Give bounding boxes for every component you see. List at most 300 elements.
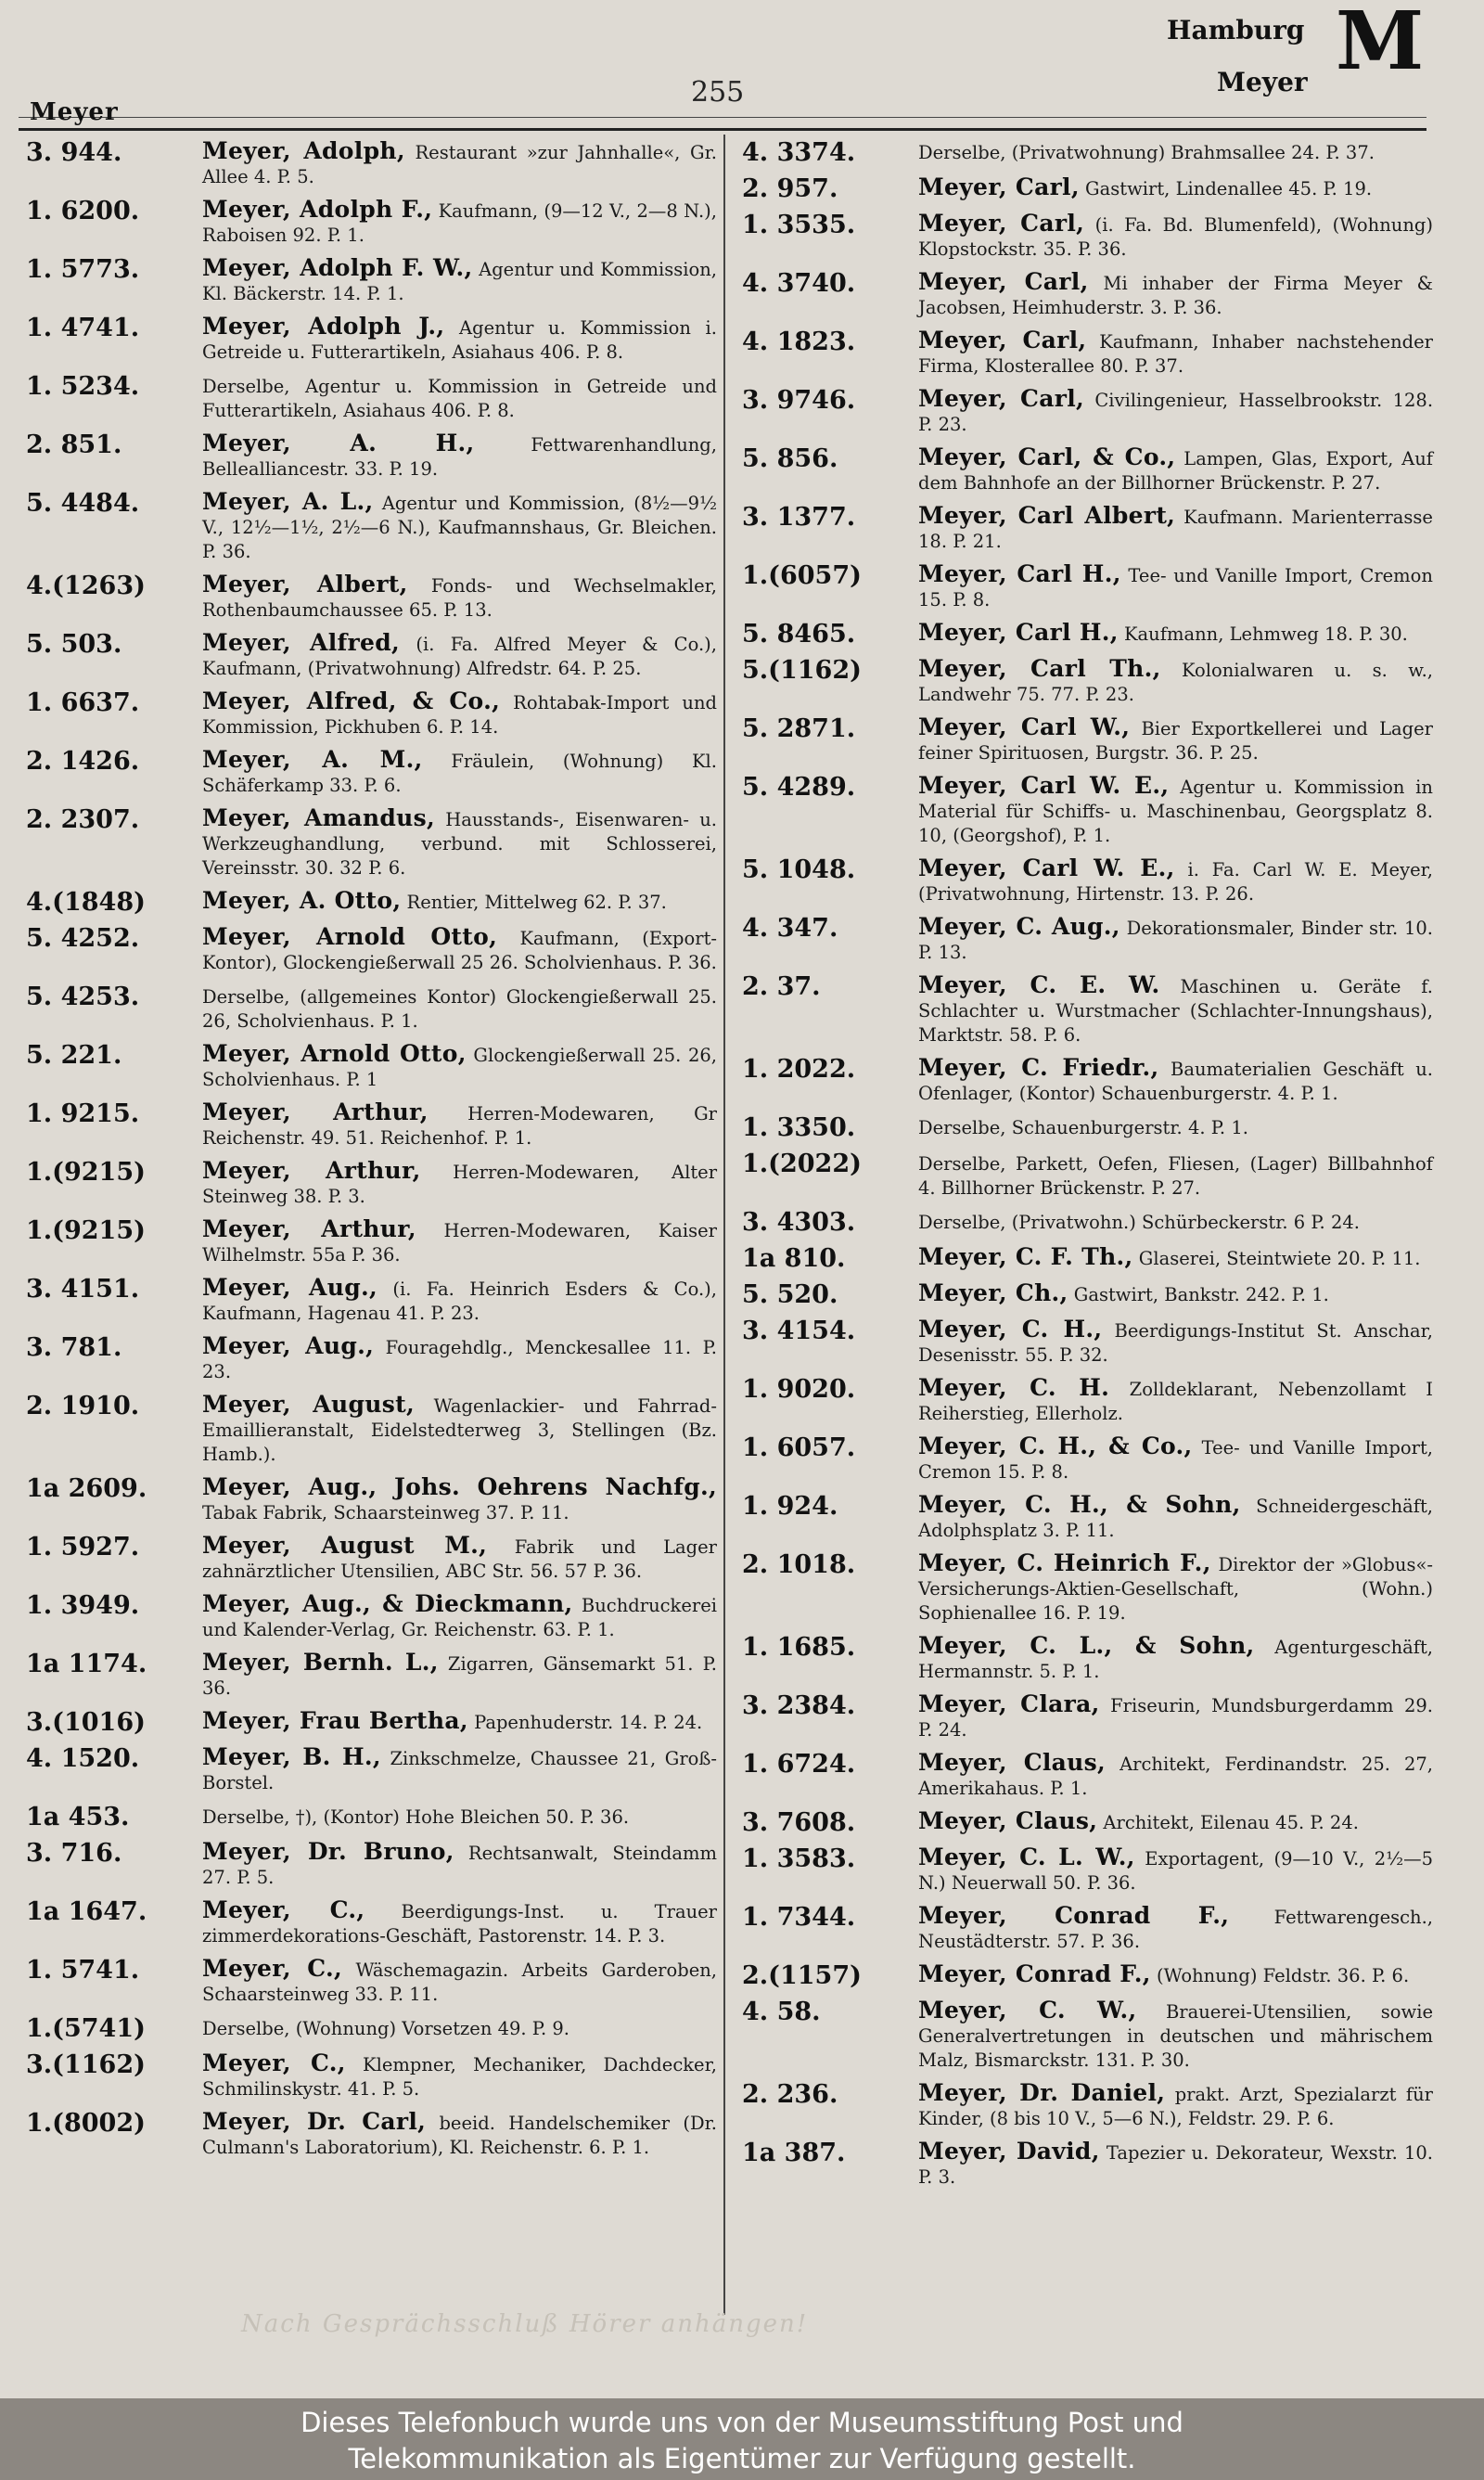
subscriber-name: Meyer, Aug., Johs. Oehrens Nachfg.,: [202, 1473, 717, 1500]
phone-number: 5. 1048.: [742, 855, 856, 884]
phone-number: 5. 4484.: [26, 489, 140, 518]
phone-number: 1. 9020.: [742, 1375, 856, 1404]
directory-entry: [26, 925, 717, 975]
subscriber-name: Meyer, Carl W. E.,: [918, 855, 1175, 881]
entry-text: [918, 1751, 1433, 1801]
directory-entry: [742, 504, 1433, 554]
phone-number: 1.(5741): [26, 2014, 146, 2043]
subscriber-name: Meyer, C. H., & Sohn,: [918, 1491, 1241, 1518]
subscriber-name: Meyer, Carl,: [918, 173, 1080, 200]
running-head-left: Meyer: [30, 98, 119, 126]
directory-entry: [26, 2110, 717, 2160]
entry-details: Wäschemagazin. Arbeits Garderoben, Schaarsteinweg 33. P. 11.: [202, 1960, 717, 2005]
subscriber-name: Meyer, Carl Albert,: [918, 502, 1176, 529]
phone-number: 1. 3535.: [742, 211, 856, 239]
entry-text: [918, 1551, 1433, 1625]
entry-details: Agentur und Kommission, (8½—9½ V., 12½—1½, 2½—6 N.), Kaufmannshaus, Gr. Bleichen. P. 36.: [202, 493, 717, 562]
entry-details: i. Fa. Carl W. E. Meyer, (Privatwohnung, Hirtenstr. 13. P. 26.: [918, 859, 1433, 905]
directory-entry: [742, 1551, 1433, 1625]
phone-number: 5. 221.: [26, 1041, 122, 1070]
directory-entry: [26, 806, 717, 880]
subscriber-name: Meyer, Conrad F.,: [918, 1902, 1230, 1929]
entry-details: Tapezier u. Dekorateur, Wexstr. 10. P. 3.: [918, 2142, 1434, 2188]
entry-details: Derselbe, Schauenburgerstr. 4. P. 1.: [918, 1117, 1248, 1138]
subscriber-name: Meyer, Arnold Otto,: [202, 923, 498, 950]
entry-text: [918, 621, 1433, 647]
directory-entry: [26, 1957, 717, 2007]
left-column: [26, 139, 717, 2168]
entry-details: Fettwarenhandlung, Bellealliancestr. 33. P. 19.: [202, 434, 717, 480]
entry-details: Beerdigungs-Institut St. Anschar, Desenisstr. 55. P. 32.: [918, 1320, 1433, 1366]
entry-text: [202, 925, 717, 975]
subscriber-name: Meyer, B. H.,: [202, 1743, 381, 1770]
entry-details: Rohtabak-Import und Kommission, Pickhuben 6. P. 14.: [202, 692, 717, 738]
directory-entry: [742, 1376, 1433, 1426]
phone-number: 1.(8002): [26, 2109, 146, 2138]
entry-details: Kolonialwaren u. s. w., Landwehr 75. 77. P. 23.: [918, 660, 1434, 705]
subscriber-name: Meyer, C.,: [202, 1955, 342, 1982]
subscriber-name: Meyer, C. L. W.,: [918, 1844, 1135, 1870]
entry-text: [202, 2110, 717, 2160]
entry-text: [202, 1334, 717, 1384]
phone-number: 2. 2307.: [26, 805, 140, 834]
directory-entry: [26, 748, 717, 798]
directory-entry: [742, 1751, 1433, 1801]
phone-number: 3. 9746.: [742, 386, 856, 415]
entry-details: Kaufmann, (Export-Kontor), Glockengießerwall 25 26. Scholvienhaus. P. 36.: [202, 928, 717, 973]
entry-details: Baumaterialien Geschäft u. Ofenlager, (Kontor) Schauenburgerstr. 4. P. 1.: [918, 1059, 1434, 1104]
phone-number: 5. 4252.: [26, 924, 140, 953]
entry-details: Exportagent, (9—10 V., 2½—5 N.) Neuerwall 50. P. 36.: [918, 1848, 1434, 1894]
phone-number: 1. 1685.: [742, 1633, 856, 1662]
entry-details: Dekorationsmaler, Binder str. 10. P. 13.: [918, 918, 1433, 963]
phone-number: 1. 2022.: [742, 1055, 856, 1084]
directory-entry: [26, 198, 717, 248]
entry-details: Architekt, Eilenau 45. P. 24.: [1103, 1812, 1359, 1833]
entry-text: [202, 139, 717, 189]
entry-details: Friseurin, Mundsburgerdamm 29. P. 24.: [918, 1695, 1434, 1741]
entry-details: prakt. Arzt, Spezialarzt für Kinder, (8 bis 10 V., 5—6 N.), Feldstr. 29. P. 6.: [918, 2084, 1433, 2129]
phone-number: 3. 4154.: [742, 1317, 856, 1345]
entry-details: Tabak Fabrik, Schaarsteinweg 37. P. 11.: [202, 1502, 569, 1523]
subscriber-name: Meyer, Adolph J.,: [202, 313, 445, 340]
phone-number: 1.(2022): [742, 1150, 862, 1178]
directory-entry: [742, 328, 1433, 379]
subscriber-name: Meyer, Frau Bertha,: [202, 1707, 468, 1734]
entry-details: Fabrik und Lager zahnärztlicher Utensilien, ABC Str. 56. 57 P. 36.: [202, 1536, 718, 1582]
phone-number: 3. 7608.: [742, 1808, 856, 1837]
phone-number: 2. 37.: [742, 972, 821, 1001]
phone-number: 4. 347.: [742, 914, 838, 943]
phone-number: 5. 2871.: [742, 714, 856, 743]
directory-entry: [742, 175, 1433, 203]
entry-text: [918, 657, 1433, 707]
subscriber-name: Meyer, Carl,: [918, 385, 1085, 412]
entry-text: [202, 490, 717, 564]
directory-entry: [26, 1276, 717, 1326]
phone-number: 1.(9215): [26, 1216, 146, 1245]
subscriber-name: Meyer, Carl W.,: [918, 713, 1131, 740]
subscriber-name: Meyer, Arthur,: [202, 1099, 429, 1125]
entry-details: Rentier, Mittelweg 62. P. 37.: [406, 892, 667, 913]
entry-text: [202, 1651, 717, 1701]
phone-number: 3. 781.: [26, 1333, 122, 1362]
entry-text: [918, 856, 1433, 906]
subscriber-name: Meyer, Arnold Otto,: [202, 1040, 467, 1067]
entry-text: [202, 1804, 717, 1830]
subscriber-name: Meyer, C. W.,: [918, 1997, 1137, 2024]
entry-text: [918, 1056, 1433, 1106]
entry-text: [202, 1957, 717, 2007]
entry-text: [202, 1042, 717, 1092]
subscriber-name: Meyer, Aug.,: [202, 1274, 378, 1301]
directory-entry: [26, 1709, 717, 1737]
entry-details: Kaufmann, Inhaber nachstehender Firma, Klosterallee 80. P. 37.: [918, 331, 1433, 377]
phone-number: 4. 1823.: [742, 328, 856, 356]
entry-text: [918, 1150, 1433, 1201]
phone-number: 2. 957.: [742, 174, 838, 203]
entry-details: Kaufmann, Lehmweg 18. P. 30.: [1123, 623, 1408, 645]
directory-entry: [742, 2081, 1433, 2131]
directory-entry: [742, 1056, 1433, 1106]
entry-text: [202, 689, 717, 739]
subscriber-name: Meyer, Dr. Daniel,: [918, 2079, 1166, 2106]
subscriber-name: Meyer, Alfred,: [202, 629, 401, 656]
subscriber-name: Meyer, C. H., & Co.,: [918, 1433, 1193, 1459]
entry-details: Derselbe, (allgemeines Kontor) Glockengießerwall 25. 26, Scholvienhaus. P. 1.: [202, 986, 717, 1032]
entry-text: [918, 1317, 1433, 1368]
phone-number: 3. 1377.: [742, 503, 856, 532]
entry-text: [202, 1745, 717, 1795]
phone-number: 5. 4289.: [742, 773, 856, 802]
subscriber-name: Meyer, Carl H.,: [918, 619, 1119, 646]
directory-entry: [26, 315, 717, 365]
entry-details: Herren-Modewaren, Alter Steinweg 38. P. 3.: [202, 1162, 718, 1207]
phone-number: 2. 1910.: [26, 1392, 140, 1420]
entry-details: Direktor der »Globus«-Versicherungs-Aktien-Gesellschaft, (Wohn.) Sophienallee 16. P. 19.: [918, 1554, 1433, 1624]
directory-entry: [26, 2015, 717, 2043]
section-letter: M: [1336, 0, 1425, 88]
footer-line-2: Telekommunikation als Eigentümer zur Verfügung gestellt.: [348, 2443, 1136, 2474]
entry-details: Glaserei, Steintwiete 20. P. 11.: [1138, 1248, 1421, 1269]
entry-details: Brauerei-Utensilien, sowie Generalvertretungen in deutschen und mährischem Malz, Bismarckstr. 131. P. 30.: [918, 2001, 1433, 2071]
directory-entry: [26, 631, 717, 681]
subscriber-name: Meyer, A. H.,: [202, 430, 475, 456]
phone-number: 3. 944.: [26, 138, 122, 167]
entry-details: Architekt, Ferdinandstr. 25. 27, Amerikahaus. P. 1.: [918, 1754, 1434, 1799]
directory-entry: [26, 1651, 717, 1701]
phone-number: 5. 8465.: [742, 620, 856, 649]
directory-entry: [26, 1898, 717, 1948]
entry-text: [918, 1434, 1433, 1484]
entry-details: Kaufmann. Marienterrasse 18. P. 21.: [918, 507, 1433, 552]
entry-details: Bier Exportkellerei und Lager feiner Spirituosen, Burgstr. 36. P. 25.: [918, 718, 1433, 764]
entry-text: [918, 1245, 1433, 1271]
directory-entry: [26, 1217, 717, 1267]
phone-number: 1. 3949.: [26, 1591, 140, 1620]
directory-entry: [26, 1804, 717, 1831]
subscriber-name: Meyer, Carl,: [918, 327, 1087, 353]
phone-number: 1. 4741.: [26, 314, 140, 342]
entry-text: [918, 2081, 1433, 2131]
entry-details: Derselbe, Parkett, Oefen, Fliesen, (Lager) Billbahnhof 4. Billhorner Brückenstr. P. 27.: [918, 1153, 1433, 1199]
subscriber-name: Meyer, Clara,: [918, 1690, 1100, 1717]
running-head-right: Meyer: [1217, 67, 1308, 97]
phone-number: 5.(1162): [742, 656, 862, 685]
phone-number: 1a 387.: [742, 2139, 846, 2167]
entry-details: Papenhuderstr. 14. P. 24.: [474, 1712, 703, 1733]
entry-details: Derselbe, †), (Kontor) Hohe Bleichen 50. P. 36.: [202, 1806, 630, 1828]
subscriber-name: Meyer, C. F. Th.,: [918, 1243, 1133, 1270]
directory-entry: [742, 1209, 1433, 1237]
entry-details: (Wohnung) Feldstr. 36. P. 6.: [1157, 1965, 1410, 1986]
phone-number: 1. 924.: [742, 1492, 838, 1521]
entry-text: [202, 1592, 717, 1642]
entry-text: [918, 504, 1433, 554]
directory-entry: [26, 1475, 717, 1525]
directory-entry: [26, 1042, 717, 1092]
entry-details: Gastwirt, Bankstr. 242. P. 1.: [1073, 1284, 1329, 1305]
entry-details: Agenturgeschäft, Hermannstr. 5. P. 1.: [918, 1637, 1434, 1682]
directory-entry: [26, 373, 717, 423]
entry-details: Kaufmann, (9—12 V., 2—8 N.), Raboisen 92. P. 1.: [202, 200, 717, 246]
phone-number: 5. 503.: [26, 630, 122, 659]
entry-text: [918, 445, 1433, 495]
entry-text: [918, 1634, 1433, 1684]
phone-number: 1.(9215): [26, 1158, 146, 1187]
page-header: [0, 0, 1484, 130]
entry-details: Derselbe, (Privatwohn.) Schürbeckerstr. 6 P. 24.: [918, 1212, 1360, 1233]
entry-details: Derselbe, (Wohnung) Vorsetzen 49. P. 9.: [202, 2018, 569, 2039]
subscriber-name: Meyer, Carl Th.,: [918, 655, 1161, 682]
subscriber-name: Meyer, Aug.,: [202, 1332, 375, 1359]
directory-entry: [742, 387, 1433, 437]
directory-entry: [742, 1634, 1433, 1684]
directory-entry: [742, 1845, 1433, 1895]
header-thin-rule: [19, 117, 1426, 118]
entry-text: [202, 2051, 717, 2101]
entry-details: Restaurant »zur Jahnhalle«, Gr. Allee 4. P. 5.: [202, 142, 717, 187]
directory-entry: [26, 689, 717, 739]
subscriber-name: Meyer, Conrad F.,: [918, 1960, 1151, 1987]
subscriber-name: Meyer, Arthur,: [202, 1215, 416, 1242]
phone-number: 1. 6057.: [742, 1433, 856, 1462]
subscriber-name: Meyer, August,: [202, 1391, 415, 1418]
subscriber-name: Meyer, C. Friedr.,: [918, 1054, 1159, 1081]
entry-details: Fouragehdlg., Menckesallee 11. P. 23.: [202, 1337, 717, 1382]
entry-details: Tee- und Vanille Import, Cremon 15. P. 8.: [918, 565, 1433, 610]
entry-text: [918, 2139, 1433, 2190]
entry-details: Derselbe, Agentur u. Kommission in Getreide und Futterartikeln, Asiahaus 406. P. 8.: [202, 376, 717, 421]
phone-number: 5. 4253.: [26, 983, 140, 1011]
entry-text: [918, 328, 1433, 379]
entry-text: [202, 373, 717, 423]
directory-entry: [742, 657, 1433, 707]
subscriber-name: Meyer, C. H.,: [918, 1316, 1103, 1343]
phone-number: 3. 716.: [26, 1839, 122, 1868]
directory-entry: [26, 1840, 717, 1890]
phone-number: 5. 520.: [742, 1280, 838, 1309]
entry-text: [918, 387, 1433, 437]
entry-details: Tee- und Vanille Import, Cremon 15. P. 8.: [918, 1437, 1433, 1483]
entry-text: [202, 1475, 717, 1525]
entry-details: Agentur u. Kommission in Material für Schiffs- u. Maschinenbau, Georgsplatz 8. 10, (Georgshof), P. 1.: [918, 777, 1433, 846]
phone-number: 1a 1647.: [26, 1897, 147, 1926]
directory-entry: [26, 1534, 717, 1584]
entry-text: [918, 1493, 1433, 1543]
phone-number: 4.(1848): [26, 888, 146, 917]
phone-number: 1. 6724.: [742, 1750, 856, 1779]
entry-details: Fettwarengesch., Neustädterstr. 57. P. 36.: [918, 1907, 1433, 1952]
entry-text: [918, 1845, 1433, 1895]
entry-details: Buchdruckerei und Kalender-Verlag, Gr. Reichenstr. 63. P. 1.: [202, 1595, 717, 1640]
phone-number: 3.(1016): [26, 1708, 146, 1737]
phone-number: 1a 453.: [26, 1803, 130, 1831]
phone-number: 4. 58.: [742, 1998, 821, 2026]
entry-text: [202, 315, 717, 365]
entry-text: [918, 1904, 1433, 1954]
subscriber-name: Meyer, A. M.,: [202, 746, 423, 773]
directory-entry: [26, 1100, 717, 1150]
directory-entry: [742, 1962, 1433, 1990]
subscriber-name: Meyer, Amandus,: [202, 804, 436, 831]
subscriber-name: Meyer, C. L., & Sohn,: [918, 1632, 1255, 1659]
phone-number: 3. 4303.: [742, 1208, 856, 1237]
entry-text: [202, 1534, 717, 1584]
directory-entry: [26, 2051, 717, 2101]
entry-details: Zinkschmelze, Chaussee 21, Groß-Borstel.: [202, 1748, 717, 1793]
directory-entry: [26, 490, 717, 564]
entry-text: [202, 631, 717, 681]
phone-number: 3. 2384.: [742, 1691, 856, 1720]
entry-text: [918, 270, 1433, 320]
entry-text: [918, 1114, 1433, 1140]
entry-text: [202, 431, 717, 482]
entry-details: (i. Fa. Bd. Blumenfeld), (Wohnung) Klopstockstr. 35. P. 36.: [918, 214, 1433, 260]
subscriber-name: Meyer, A. Otto,: [202, 887, 402, 914]
column-divider: [723, 135, 725, 2315]
entry-text: [918, 1281, 1433, 1307]
directory-entry: [742, 774, 1433, 848]
entry-details: (i. Fa. Heinrich Esders & Co.), Kaufmann, Hagenau 41. P. 23.: [202, 1279, 717, 1324]
subscriber-name: Meyer, David,: [918, 2138, 1100, 2165]
subscriber-name: Meyer, Ch.,: [918, 1279, 1068, 1306]
entry-text: [918, 774, 1433, 848]
subscriber-name: Meyer, Claus,: [918, 1749, 1107, 1776]
entry-text: [918, 1809, 1433, 1835]
entry-text: [202, 748, 717, 798]
entry-text: [202, 1393, 717, 1467]
phone-number: 1. 7344.: [742, 1903, 856, 1932]
entry-text: [918, 212, 1433, 262]
entry-details: Schneidergeschäft, Adolphsplatz 3. P. 11.: [918, 1496, 1433, 1541]
entry-details: Fonds- und Wechselmakler, Rothenbaumchaussee 65. P. 13.: [202, 575, 717, 621]
subscriber-name: Meyer, Carl,: [918, 210, 1085, 237]
directory-entry: [742, 1434, 1433, 1484]
entry-text: [202, 889, 717, 915]
entry-details: Agentur u. Kommission i. Getreide u. Futterartikeln, Asiahaus 406. P. 8.: [202, 317, 717, 363]
directory-entry: [26, 983, 717, 1034]
subscriber-name: Meyer, C. E. W.: [918, 971, 1160, 998]
page-number: 255: [691, 76, 745, 109]
header-rule: [19, 128, 1426, 131]
phone-number: 5. 856.: [742, 444, 838, 473]
phone-number: 1. 9215.: [26, 1099, 140, 1128]
entry-text: [202, 1100, 717, 1150]
entry-details: Beerdigungs-Inst. u. Trauer zimmerdekorations-Geschäft, Pastorenstr. 14. P. 3.: [202, 1901, 717, 1947]
subscriber-name: Meyer, C. Aug.,: [918, 913, 1120, 940]
phone-number: 1.(6057): [742, 561, 862, 590]
entry-details: Klempner, Mechaniker, Dachdecker, Schmilinskystr. 41. P. 5.: [202, 2054, 717, 2100]
entry-details: beeid. Handelschemiker (Dr. Culmann's Laboratorium), Kl. Reichenstr. 6. P. 1.: [202, 2113, 717, 2158]
phone-number: 1. 6637.: [26, 688, 140, 717]
entry-text: [202, 572, 717, 623]
subscriber-name: Meyer, August M.,: [202, 1532, 488, 1559]
entry-details: Mi inhaber der Firma Meyer & Jacobsen, Heimhuderstr. 3. P. 36.: [918, 273, 1433, 318]
directory-entry: [742, 915, 1433, 965]
phone-number: 4. 3740.: [742, 269, 856, 298]
phone-number: 1. 3583.: [742, 1844, 856, 1873]
entry-text: [918, 1962, 1433, 1988]
entry-text: [202, 1709, 717, 1735]
subscriber-name: Meyer, Aug., & Dieckmann,: [202, 1590, 573, 1617]
entry-text: [202, 198, 717, 248]
phone-number: 4.(1263): [26, 572, 146, 600]
entry-details: Agentur und Kommission, Kl. Bäckerstr. 14. P. 1.: [202, 259, 717, 304]
directory-entry: [26, 256, 717, 306]
phone-number: 1. 3350.: [742, 1113, 856, 1142]
directory-entry: [26, 431, 717, 482]
subscriber-name: Meyer, Dr. Carl,: [202, 2108, 427, 2135]
running-head-city: Hamburg: [1167, 15, 1305, 45]
entry-details: Fräulein, (Wohnung) Kl. Schäferkamp 33. P. 6.: [202, 751, 717, 796]
directory-entry: [742, 212, 1433, 262]
phone-number: 1a 1174.: [26, 1650, 147, 1678]
phone-number: 4. 3374.: [742, 138, 856, 167]
entry-details: Derselbe, (Privatwohnung) Brahmsallee 24. P. 37.: [918, 142, 1375, 163]
directory-entry: [26, 1334, 717, 1384]
entry-text: [918, 1376, 1433, 1426]
entry-text: [202, 1276, 717, 1326]
entry-text: [918, 973, 1433, 1047]
directory-entry: [26, 889, 717, 917]
entry-details: Glockengießerwall 25. 26, Scholvienhaus. P. 1: [202, 1045, 718, 1090]
subscriber-name: Meyer, C.,: [202, 1896, 365, 1923]
entry-text: [918, 915, 1433, 965]
entry-details: Maschinen u. Geräte f. Schlachter u. Wurstmacher (Schlachter-Innungshaus), Marktstr. 58. P. 6.: [918, 976, 1433, 1046]
entry-details: Civilingenieur, Hasselbrookstr. 128. P. 23.: [918, 390, 1434, 435]
directory-entry: [742, 1245, 1433, 1273]
subscriber-name: Meyer, Carl W. E.,: [918, 772, 1170, 799]
phone-number: 2. 236.: [742, 2080, 838, 2109]
phone-number: 2. 851.: [26, 430, 122, 459]
directory-entry: [26, 1159, 717, 1209]
subscriber-name: Meyer, C. H.: [918, 1374, 1110, 1401]
directory-entry: [26, 572, 717, 623]
directory-entry: [742, 562, 1433, 612]
directory-entry: [26, 1393, 717, 1467]
subscriber-name: Meyer, Carl,: [918, 268, 1089, 295]
footer-banner: [0, 2398, 1484, 2480]
entry-text: [918, 1692, 1433, 1742]
directory-entry: [742, 1150, 1433, 1201]
entry-text: [918, 562, 1433, 612]
subscriber-name: Meyer, Carl, & Co.,: [918, 443, 1176, 470]
subscriber-name: Meyer, C. Heinrich F.,: [918, 1549, 1211, 1576]
subscriber-name: Meyer, Dr. Bruno,: [202, 1838, 454, 1865]
entry-text: [202, 256, 717, 306]
phone-number: 2. 1426.: [26, 747, 140, 776]
